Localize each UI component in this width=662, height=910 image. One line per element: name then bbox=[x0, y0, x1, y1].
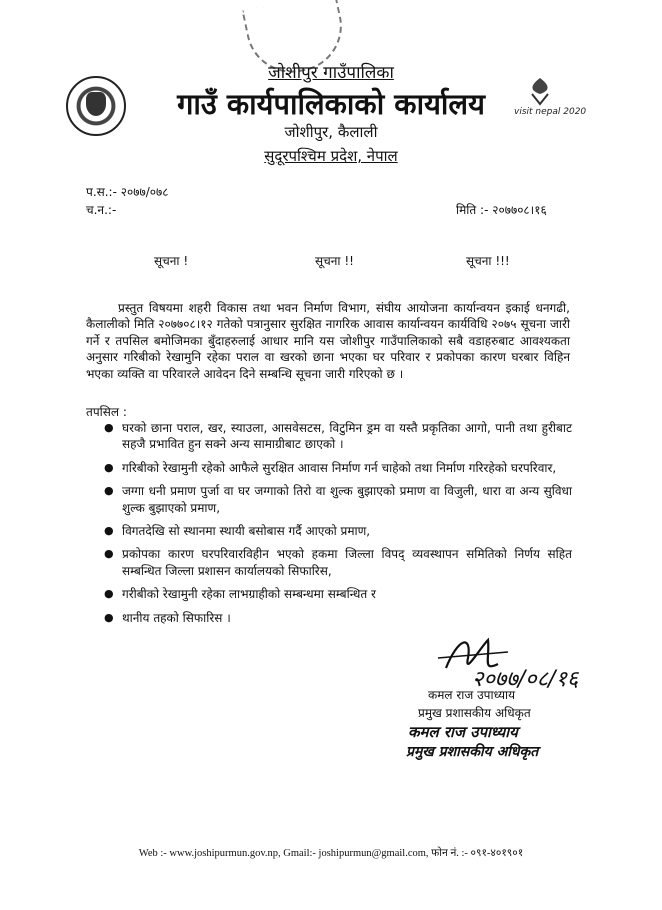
title-stamp: प्रमुख प्रशासकीय अधिकृत bbox=[406, 744, 539, 760]
letter-date: मिति :- २०७७०८।१६ bbox=[456, 203, 547, 217]
office-title: गाउँ कार्यपालिकाको कार्यालय bbox=[177, 87, 485, 121]
list-item: ● गरिबीको रेखामुनी रहेको आफैले सुरक्षित आवास निर्माण गर्न चाहेको तथा निर्माण गरिरहेको घरपरिवार, bbox=[104, 460, 557, 475]
handwritten-date: २०७७/०८/१६ bbox=[472, 667, 579, 692]
requirements-list bbox=[104, 420, 572, 633]
bullet-icon: ● bbox=[104, 524, 114, 538]
footer-contact: Web :- www.joshipurmun.gov.np, Gmail:- joshipurmun@gmail.com, फोन नं. :- ०९१-४०१९०१ bbox=[138, 848, 524, 859]
visit-nepal-logo-text: visit nepal 2020 bbox=[514, 107, 587, 117]
notice-body-paragraph: प्रस्तुत विषयमा शहरी विकास तथा भवन निर्माण विभाग, संघीय आयोजना कार्यान्वयन इकाई धनगढी, कैलालीको मिति २०७७०८।१२ गतेको पत्रानुसार सुरक्षित नागरिक आवास कार्यान्वयन कार्यविधि २०७५ सूचना जारी गर्ने र तपसिल बमोजिमका बुँदाहरुलाई आधार मानि यस जोशीपुर गाउँपालिकाको सबै वडाहरुबाट आवश्यकता अनुसार गरिबीको रेखामुनि रहेका पराल वा खरको छाना भएका घर परिवार र प्रकोपका कारण घरबार विहिन भएका व्यक्ति वा परिवारले आवेदन दिने सम्बन्धि सूचना जारी गरिएको छ । bbox=[86, 301, 570, 381]
notice-heading-1: सूचना ! bbox=[154, 254, 189, 268]
list-item: ● थानीय तहको सिफारिस । bbox=[104, 610, 231, 625]
bullet-icon: ● bbox=[104, 484, 114, 498]
bullet-icon: ● bbox=[104, 610, 114, 624]
address-line-1: जोशीपुर, कैलाली bbox=[284, 123, 378, 141]
bullet-icon: ● bbox=[104, 587, 114, 601]
municipality-name: जोशीपुर गाउँपालिका bbox=[268, 63, 394, 83]
notice-heading-3: सूचना !!! bbox=[466, 254, 510, 268]
list-item: ● जग्गा धनी प्रमाण पुर्जा वा घर जग्गाको तिरो वा शुल्क बुझाएको प्रमाण वा विजुली, धारा वा अन्य सुविधा शुल्क बुझाएको प्रमाण, bbox=[104, 484, 572, 515]
list-item: ● घरको छाना पराल, खर, स्याउला, आसवेसटस, विटुमिन ड्रम वा यस्तै प्रकृतिका आगो, पानी तथा हुरीबाट सहजै प्रभावित हुन सक्ने अन्य सामाग्रीबाट छाएको । bbox=[104, 421, 572, 452]
list-item: ● प्रकोपका कारण घरपरिवारविहीन भएको हकमा जिल्ला विपद् व्यवस्थापन समितिको निर्णय सहित सम्बन्धित जिल्ला प्रशासन कार्यालयको सिफारिस, bbox=[104, 547, 572, 578]
bullet-icon: ● bbox=[104, 460, 114, 474]
signatory-name: कमल राज उपाध्याय bbox=[428, 688, 516, 702]
bullet-icon: ● bbox=[104, 547, 114, 561]
handwritten-signature bbox=[428, 628, 598, 690]
list-item: ● विगतदेखि सो स्थानमा स्थायी बसोबास गर्दै आएको प्रमाण, bbox=[104, 524, 371, 539]
list-item: ● गरीबीको रेखामुनी रहेका लाभग्राहीको सम्बन्धमा सम्बन्धित र bbox=[104, 587, 376, 602]
bullet-icon: ● bbox=[104, 421, 114, 434]
name-stamp: कमल राज उपाध्याय bbox=[408, 723, 518, 741]
notice-heading-2: सूचना !! bbox=[315, 254, 354, 268]
patra-sankhya: प.स.:- २०७७/०७८ bbox=[86, 185, 169, 199]
signatory-title: प्रमुख प्रशासकीय अधिकृत bbox=[418, 706, 531, 720]
tapasil-heading: तपसिल : bbox=[86, 405, 127, 419]
chalani-number: च.न.:- bbox=[86, 203, 117, 217]
address-line-2: सुदूरपश्चिम प्रदेश, नेपाल bbox=[264, 147, 398, 165]
